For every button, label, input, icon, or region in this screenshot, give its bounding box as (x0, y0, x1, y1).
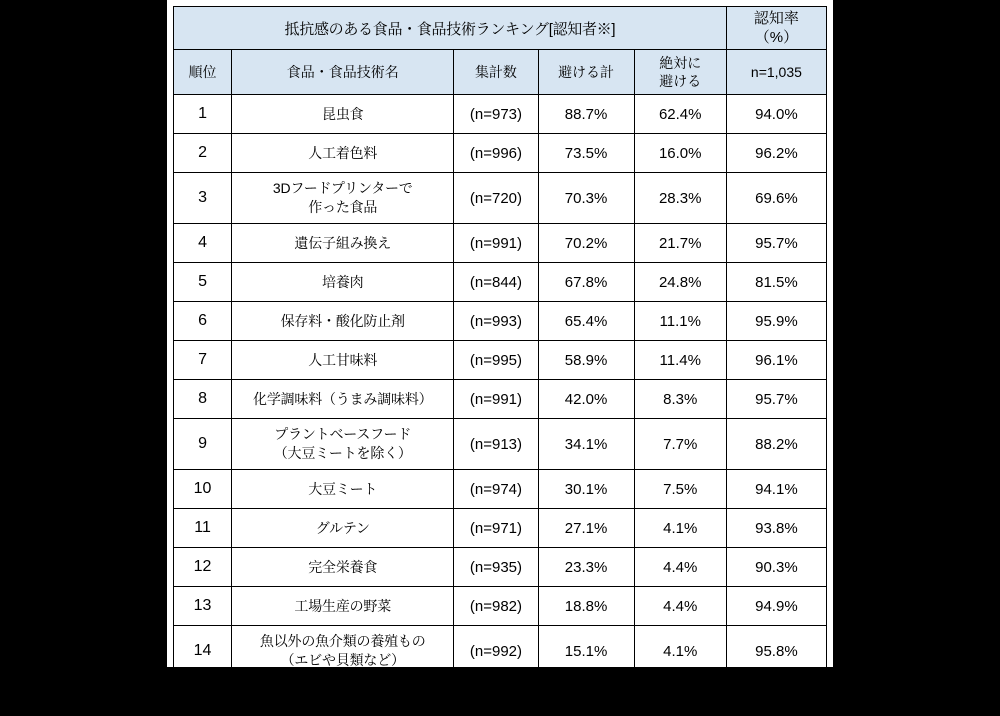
cell-name: 培養肉 (232, 263, 454, 302)
cell-rank: 12 (174, 548, 232, 587)
cell-awareness: 95.7% (726, 224, 826, 263)
cell-name: 人工着色料 (232, 134, 454, 173)
column-header-count: 集計数 (454, 50, 538, 95)
cell-name: 人工甘味料 (232, 341, 454, 380)
cell-awareness: 94.0% (726, 95, 826, 134)
awareness-title-line2: （%） (754, 29, 799, 46)
absolutely-avoid-line2: 避ける (659, 73, 702, 89)
cell-awareness: 88.2% (726, 419, 826, 470)
cell-count: (n=991) (454, 380, 538, 419)
cell-avoid-total: 15.1% (538, 626, 634, 677)
cell-absolutely-avoid: 7.5% (634, 470, 726, 509)
cell-name-line2: （エビや貝類など） (280, 652, 405, 668)
column-header-rank: 順位 (174, 50, 232, 95)
cell-name-line2: 作った食品 (308, 199, 378, 215)
cell-name: 昆虫食 (232, 95, 454, 134)
cell-count: (n=993) (454, 302, 538, 341)
cell-avoid-total: 58.9% (538, 341, 634, 380)
cell-count: (n=935) (454, 548, 538, 587)
cell-count: (n=973) (454, 95, 538, 134)
absolutely-avoid-line1: 絶対に (659, 55, 702, 71)
cell-absolutely-avoid: 11.1% (634, 302, 726, 341)
cell-rank: 10 (174, 470, 232, 509)
cell-awareness: 90.3% (726, 548, 826, 587)
cell-absolutely-avoid: 11.4% (634, 341, 726, 380)
table-row (174, 626, 827, 677)
cell-count: (n=720) (454, 173, 538, 224)
cell-absolutely-avoid: 8.3% (634, 380, 726, 419)
cell-name (232, 626, 454, 677)
table-row (174, 380, 827, 419)
table-sheet (167, 0, 833, 705)
table-row (174, 95, 827, 134)
cell-absolutely-avoid: 4.4% (634, 548, 726, 587)
cell-rank: 15 (174, 677, 232, 716)
cell-avoid-total: 27.1% (538, 509, 634, 548)
cell-avoid-total: 70.2% (538, 224, 634, 263)
cell-rank: 1 (174, 95, 232, 134)
cell-count: (n=971) (454, 509, 538, 548)
cell-count: (n=992) (454, 626, 538, 677)
cell-awareness: 96.3% (726, 677, 826, 716)
cell-name: グルテン (232, 509, 454, 548)
cell-absolutely-avoid: 28.3% (634, 173, 726, 224)
cell-avoid-total: 67.8% (538, 263, 634, 302)
cell-name (232, 419, 454, 470)
table-row (174, 134, 827, 173)
cell-count: (n=974) (454, 470, 538, 509)
cell-name: 化学調味料（うまみ調味料） (232, 380, 454, 419)
cell-rank: 5 (174, 263, 232, 302)
cell-name: 魚の養殖もの (232, 677, 454, 716)
cell-awareness: 96.2% (726, 134, 826, 173)
cell-name: 大豆ミート (232, 470, 454, 509)
cell-count: (n=991) (454, 224, 538, 263)
cell-avoid-total: 73.5% (538, 134, 634, 173)
cell-absolutely-avoid: 24.8% (634, 263, 726, 302)
cell-count: (n=913) (454, 419, 538, 470)
cell-rank: 13 (174, 587, 232, 626)
cell-rank: 7 (174, 341, 232, 380)
cell-rank: 9 (174, 419, 232, 470)
table-row (174, 548, 827, 587)
awareness-title-line1: 認知率 (753, 10, 799, 27)
cell-absolutely-avoid: 7.7% (634, 419, 726, 470)
cell-avoid-total: 23.3% (538, 548, 634, 587)
cell-awareness: 95.8% (726, 626, 826, 677)
table-body (174, 95, 827, 716)
cell-rank: 4 (174, 224, 232, 263)
cell-rank: 11 (174, 509, 232, 548)
table-row (174, 173, 827, 224)
table-row (174, 587, 827, 626)
cell-name: 完全栄養食 (232, 548, 454, 587)
ranking-table (173, 6, 827, 716)
table-row (174, 677, 827, 716)
cell-rank: 6 (174, 302, 232, 341)
cell-avoid-total: 65.4% (538, 302, 634, 341)
cell-count: (n=996) (454, 134, 538, 173)
cell-absolutely-avoid: 62.4% (634, 95, 726, 134)
cell-avoid-total: 70.3% (538, 173, 634, 224)
table-row (174, 302, 827, 341)
cell-name: 保存料・酸化防止剤 (232, 302, 454, 341)
cell-avoid-total: 18.8% (538, 587, 634, 626)
cell-name-line1: プラントベースフード (274, 426, 412, 442)
cell-avoid-total: 13.1% (538, 677, 634, 716)
table-head (174, 7, 827, 95)
header-columns-row (174, 50, 827, 95)
cell-awareness: 69.6% (726, 173, 826, 224)
cell-name-line1: 3Dフードプリンターで (272, 180, 413, 196)
table-row (174, 341, 827, 380)
cell-absolutely-avoid: 4.4% (634, 587, 726, 626)
cell-rank: 8 (174, 380, 232, 419)
cell-awareness: 95.9% (726, 302, 826, 341)
column-header-avoid-total: 避ける計 (538, 50, 634, 95)
cell-name: 遺伝子組み換え (232, 224, 454, 263)
column-header-sample-size: n=1,035 (726, 50, 826, 95)
cell-name-line2: （大豆ミートを除く） (273, 445, 412, 461)
cell-name-line1: 魚以外の魚介類の養殖もの (259, 633, 426, 649)
cell-awareness: 95.7% (726, 380, 826, 419)
cell-name (232, 173, 454, 224)
cell-absolutely-avoid: 3.8% (634, 677, 726, 716)
table-row (174, 263, 827, 302)
cell-awareness: 93.8% (726, 509, 826, 548)
table-title: 抵抗感のある食品・食品技術ランキング[認知者※] (174, 7, 727, 50)
cell-count: (n=844) (454, 263, 538, 302)
cell-absolutely-avoid: 4.1% (634, 509, 726, 548)
cell-avoid-total: 30.1% (538, 470, 634, 509)
table-row (174, 470, 827, 509)
cell-avoid-total: 88.7% (538, 95, 634, 134)
cell-absolutely-avoid: 16.0% (634, 134, 726, 173)
cell-avoid-total: 42.0% (538, 380, 634, 419)
cell-name: 工場生産の野菜 (232, 587, 454, 626)
cell-awareness: 96.1% (726, 341, 826, 380)
cell-count: (n=982) (454, 587, 538, 626)
cell-rank: 3 (174, 173, 232, 224)
table-row (174, 224, 827, 263)
awareness-title (726, 7, 826, 50)
table-row (174, 509, 827, 548)
cell-absolutely-avoid: 21.7% (634, 224, 726, 263)
cell-count: (n=997) (454, 677, 538, 716)
cell-rank: 14 (174, 626, 232, 677)
table-row (174, 419, 827, 470)
cell-awareness: 81.5% (726, 263, 826, 302)
cell-rank: 2 (174, 134, 232, 173)
column-header-name: 食品・食品技術名 (232, 50, 454, 95)
column-header-absolutely-avoid (634, 50, 726, 95)
cell-avoid-total: 34.1% (538, 419, 634, 470)
cell-absolutely-avoid: 4.1% (634, 626, 726, 677)
cell-count: (n=995) (454, 341, 538, 380)
cell-awareness: 94.9% (726, 587, 826, 626)
header-title-row (174, 7, 827, 50)
cell-awareness: 94.1% (726, 470, 826, 509)
